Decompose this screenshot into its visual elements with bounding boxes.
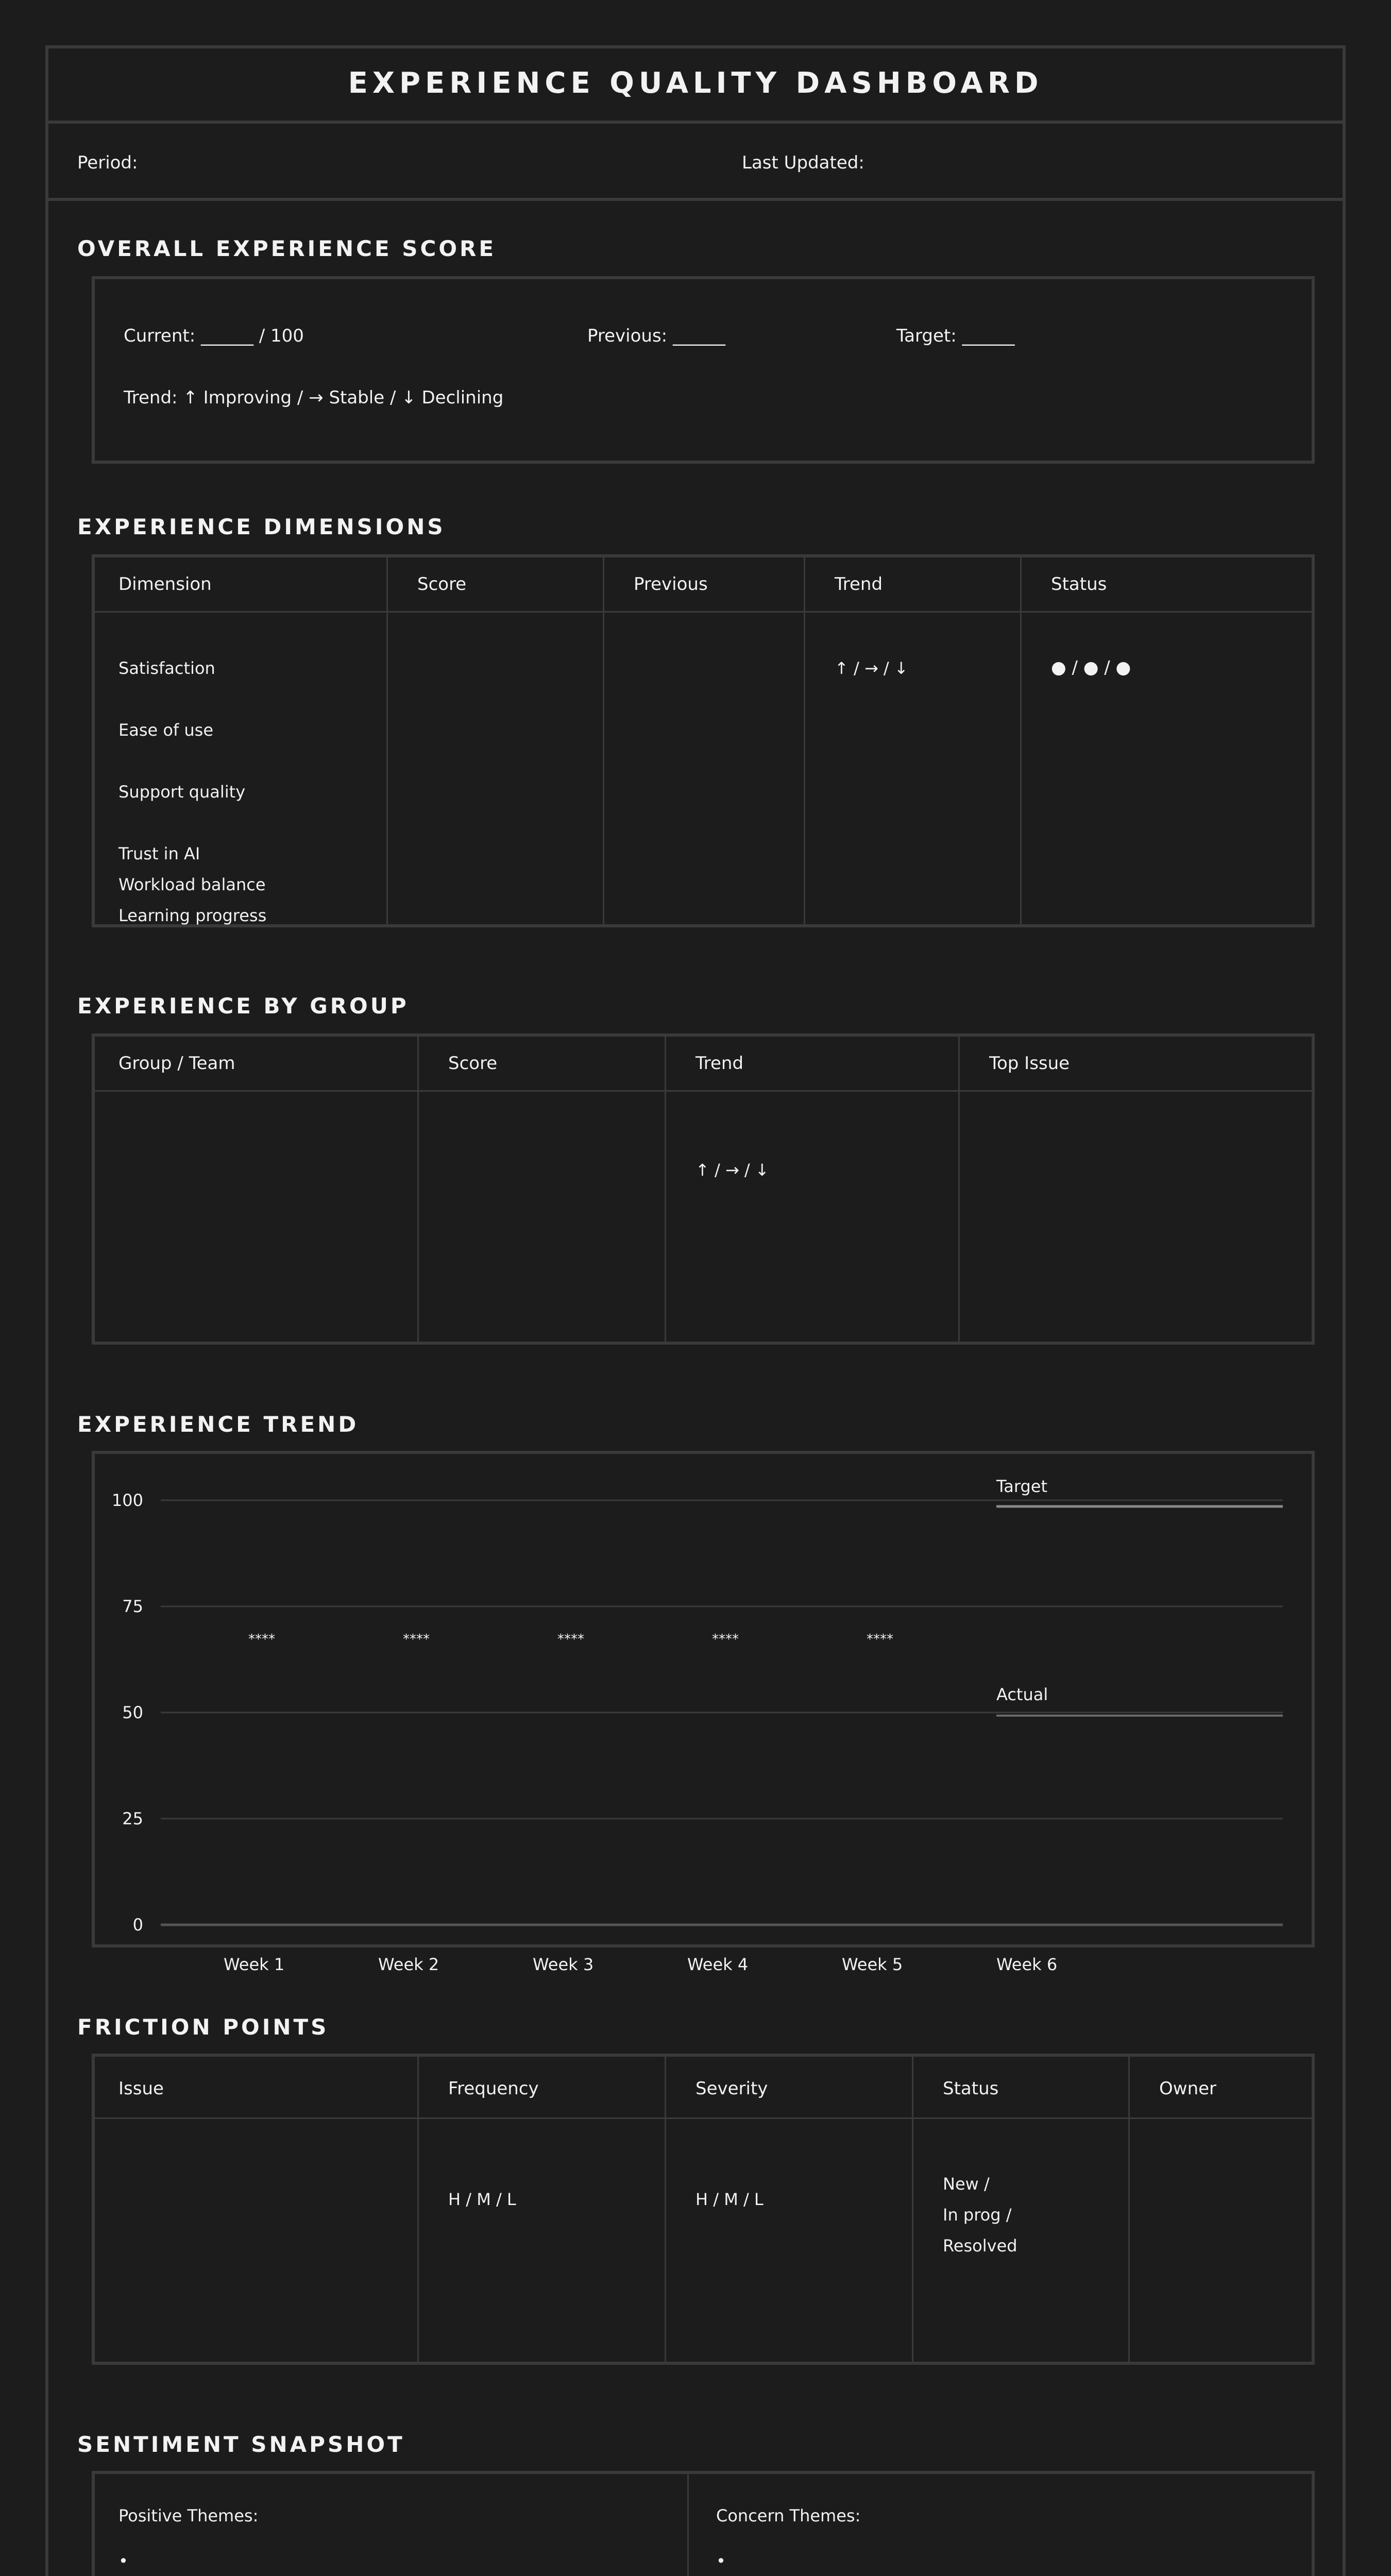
dimension-row: Support quality bbox=[118, 782, 246, 802]
col-trend: Trend bbox=[835, 574, 883, 595]
col-dimension: Dimension bbox=[118, 574, 212, 595]
col-group: Group / Team bbox=[118, 1053, 235, 1074]
status-hint: In prog / bbox=[943, 2205, 1012, 2225]
col-severity: Severity bbox=[696, 2078, 768, 2099]
friction-table bbox=[92, 2054, 1315, 2365]
trend-hint: ↑ / → / ↓ bbox=[696, 1160, 769, 1180]
severity-hint: H / M / L bbox=[696, 2190, 764, 2209]
dimension-row: Trust in AI bbox=[118, 844, 200, 863]
col-issue: Issue bbox=[118, 2078, 164, 2099]
y-tick-label: 25 bbox=[122, 1809, 143, 1828]
bullet: • bbox=[118, 2551, 128, 2571]
col-score: Score bbox=[417, 574, 467, 595]
dimension-row: Satisfaction bbox=[118, 658, 215, 678]
current-score: Current: ______ / 100 bbox=[124, 326, 304, 346]
col-status: Status bbox=[943, 2078, 999, 2099]
previous-score: Previous: ______ bbox=[587, 326, 725, 346]
placeholder-mark: **** bbox=[867, 1632, 893, 1647]
sentiment-box bbox=[92, 2471, 1315, 2576]
status-dots: ● / ● / ● bbox=[1051, 657, 1131, 678]
page-title: EXPERIENCE QUALITY DASHBOARD bbox=[348, 66, 1043, 100]
x-tick-label: Week 3 bbox=[533, 1955, 594, 1974]
x-tick-label: Week 2 bbox=[378, 1955, 439, 1974]
last-updated-label: Last Updated: bbox=[742, 152, 864, 173]
y-tick-label: 75 bbox=[122, 1597, 143, 1616]
col-frequency: Frequency bbox=[448, 2078, 539, 2099]
x-tick-label: Week 1 bbox=[224, 1955, 285, 1974]
x-tick-label: Week 5 bbox=[842, 1955, 903, 1974]
legend-actual-label: Actual bbox=[996, 1685, 1048, 1704]
placeholder-mark: **** bbox=[712, 1632, 739, 1647]
y-tick-label: 0 bbox=[132, 1915, 143, 1935]
bullet: • bbox=[716, 2551, 726, 2571]
meta-row bbox=[45, 124, 1346, 201]
col-status: Status bbox=[1051, 574, 1107, 595]
dimensions-heading: EXPERIENCE DIMENSIONS bbox=[77, 514, 446, 539]
dimension-row: Ease of use bbox=[118, 720, 214, 740]
placeholder-mark: **** bbox=[248, 1632, 275, 1647]
col-owner: Owner bbox=[1159, 2078, 1217, 2099]
dimension-row: Learning progress bbox=[118, 906, 267, 925]
col-top-issue: Top Issue bbox=[989, 1053, 1070, 1074]
status-hint: New / bbox=[943, 2174, 990, 2194]
y-tick-label: 50 bbox=[122, 1703, 143, 1722]
col-trend: Trend bbox=[696, 1053, 744, 1074]
x-tick-label: Week 4 bbox=[687, 1955, 749, 1974]
overall-score-box bbox=[92, 276, 1315, 464]
trend-hint: ↑ / → / ↓ bbox=[835, 658, 908, 678]
period-label: Period: bbox=[77, 152, 138, 173]
placeholder-mark: **** bbox=[403, 1632, 430, 1647]
placeholder-mark: **** bbox=[557, 1632, 584, 1647]
overall-heading: OVERALL EXPERIENCE SCORE bbox=[77, 236, 497, 261]
friction-heading: FRICTION POINTS bbox=[77, 2014, 329, 2040]
col-score: Score bbox=[448, 1053, 498, 1074]
trend-heading: EXPERIENCE TREND bbox=[77, 1412, 359, 1437]
groups-table bbox=[92, 1033, 1315, 1345]
concern-themes-label: Concern Themes: bbox=[716, 2506, 861, 2526]
trend-legend: Trend: ↑ Improving / → Stable / ↓ Declining bbox=[124, 387, 504, 408]
status-hint: Resolved bbox=[943, 2236, 1017, 2256]
dimensions-table bbox=[92, 554, 1315, 927]
col-previous: Previous bbox=[634, 574, 708, 595]
target-score: Target: ______ bbox=[896, 326, 1015, 346]
x-tick-label: Week 6 bbox=[996, 1955, 1058, 1974]
dashboard-header bbox=[45, 45, 1346, 124]
positive-themes-label: Positive Themes: bbox=[118, 2506, 259, 2526]
sentiment-heading: SENTIMENT SNAPSHOT bbox=[77, 2432, 405, 2457]
legend-target-label: Target bbox=[996, 1477, 1047, 1496]
y-tick-label: 100 bbox=[111, 1490, 143, 1510]
frequency-hint: H / M / L bbox=[448, 2190, 516, 2209]
trend-chart-box bbox=[92, 1451, 1315, 1947]
dimension-row: Workload balance bbox=[118, 875, 266, 894]
groups-heading: EXPERIENCE BY GROUP bbox=[77, 993, 409, 1019]
